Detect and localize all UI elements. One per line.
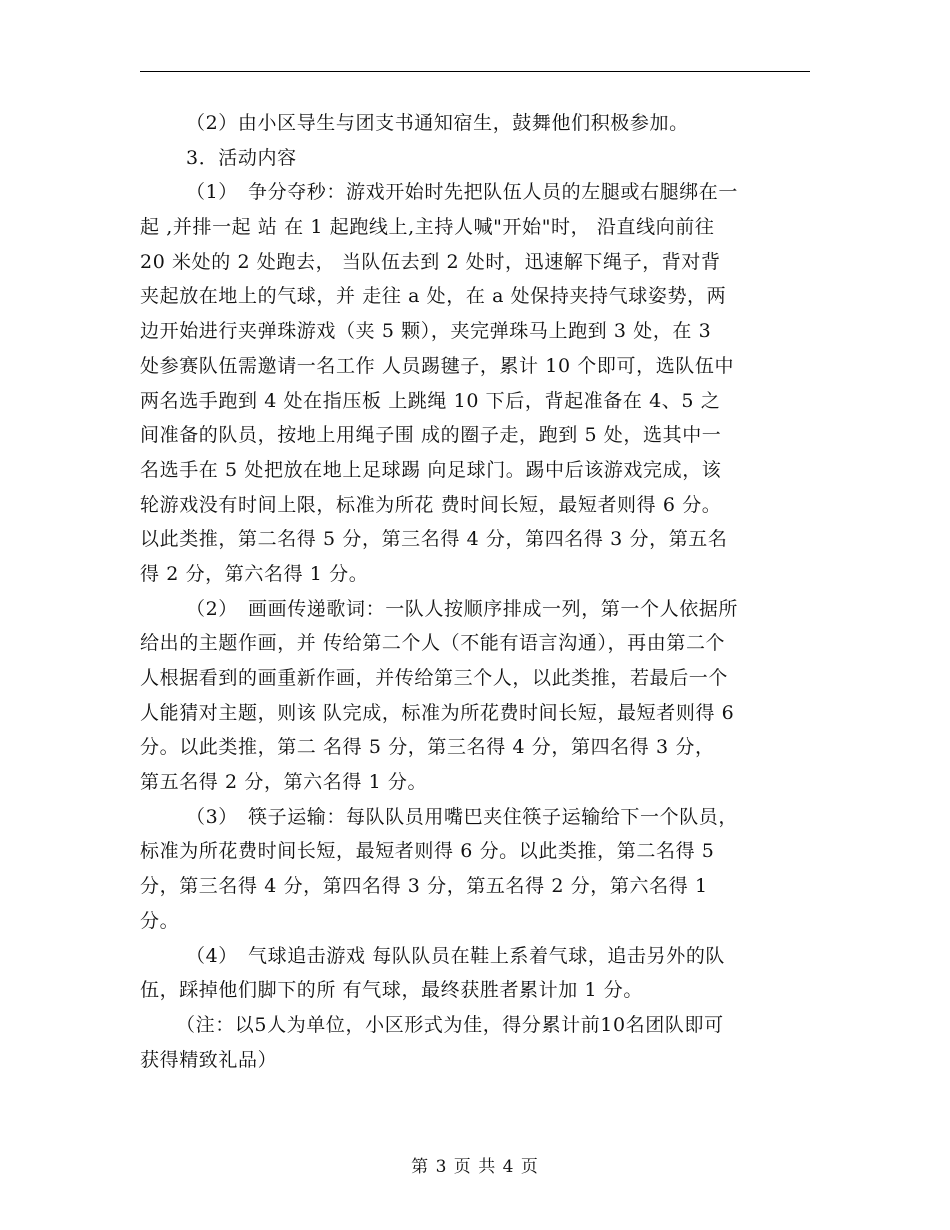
note-line: 获得精致礼品） [140,1048,278,1071]
section-heading: 3．活动内容 [186,146,297,169]
text-line: 以此类推，第二名得 5 分，第三名得 4 分，第四名得 3 分，第五名 [140,528,728,551]
text-line: 间准备的队员，按地上用绳子围 成的圈子走，跑到 5 处，选其中一 [140,424,722,447]
text-line: （2）由小区导生与团支书通知宿生，鼓舞他们积极参加。 [186,112,689,134]
text-line: 分。以此类推，第二 名得 5 分，第三名得 4 分，第四名得 3 分， [140,736,715,759]
text-line: 两名选手跑到 4 处在指压板 上跳绳 10 下后，背起准备在 4、5 之 [140,389,721,412]
text-line: 夹起放在地上的气球，并 走往 a 处，在 a 处保持夹持气球姿势，两 [140,285,727,308]
text-line: 给出的主题作画，并 传给第二个人（不能有语言沟通），再由第二个 [140,632,726,655]
text-line: 分。 [140,909,180,932]
text-line: 分，第三名得 4 分，第四名得 3 分，第五名得 2 分，第六名得 1 [140,875,708,898]
text-line: 处参赛队伍需邀请一名工作 人员踢毽子，累计 10 个即可，选队伍中 [140,354,735,377]
text-line: 伍，踩掉他们脚下的所 有气球，最终获胜者累计加 1 分。 [140,979,644,1002]
text-line: 轮游戏没有时间上限，标准为所花 费时间长短，最短者则得 6 分。 [140,493,722,516]
text-line: （4） 气球追击游戏 每队队员在鞋上系着气球，追击另外的队 [186,944,726,967]
text-line: 边开始进行夹弹珠游戏（夹 5 颗），夹完弹珠马上跑到 3 处，在 3 [140,320,712,343]
note-line: （注：以5人为单位，小区形式为佳，得分累计前10名团队即可 [176,1013,724,1036]
text-line: 人能猜对主题，则该 队完成，标准为所花费时间长短，最短者则得 6 [140,701,735,724]
text-line: （2） 画画传递歌词：一队人按顺序排成一列，第一个人依据所 [186,597,738,620]
header-rule [140,71,810,72]
text-line: 名选手在 5 处把放在地上足球踢 向足球门。踢中后该游戏完成，该 [140,458,722,481]
text-line: 起 ,并排一起 站 在 1 起跑线上,主持人喊"开始"时， 沿直线向前往 [140,216,715,239]
text-line: （3） 筷子运输：每队队员用嘴巴夹住筷子运输给下一个队员， [186,805,738,828]
text-line: 第五名得 2 分，第六名得 1 分。 [140,771,428,794]
document-body [140,106,810,1077]
text-line: 人根据看到的画重新作画，并传给第三个人，以此类推，若最后一个 [140,667,729,689]
text-line: 标准为所花费时间长短，最短者则得 6 分。以此类推，第二名得 5 [140,840,715,863]
text-line: 20 米处的 2 处跑去， 当队伍去到 2 处时，迅速解下绳子，背对背 [140,250,721,273]
text-line: 得 2 分，第六名得 1 分。 [140,562,369,585]
text-line: （1） 争分夺秒：游戏开始时先把队伍人员的左腿或右腿绑在一 [186,181,738,204]
page-number-footer: 第 3 页 共 4 页 [411,1157,539,1177]
